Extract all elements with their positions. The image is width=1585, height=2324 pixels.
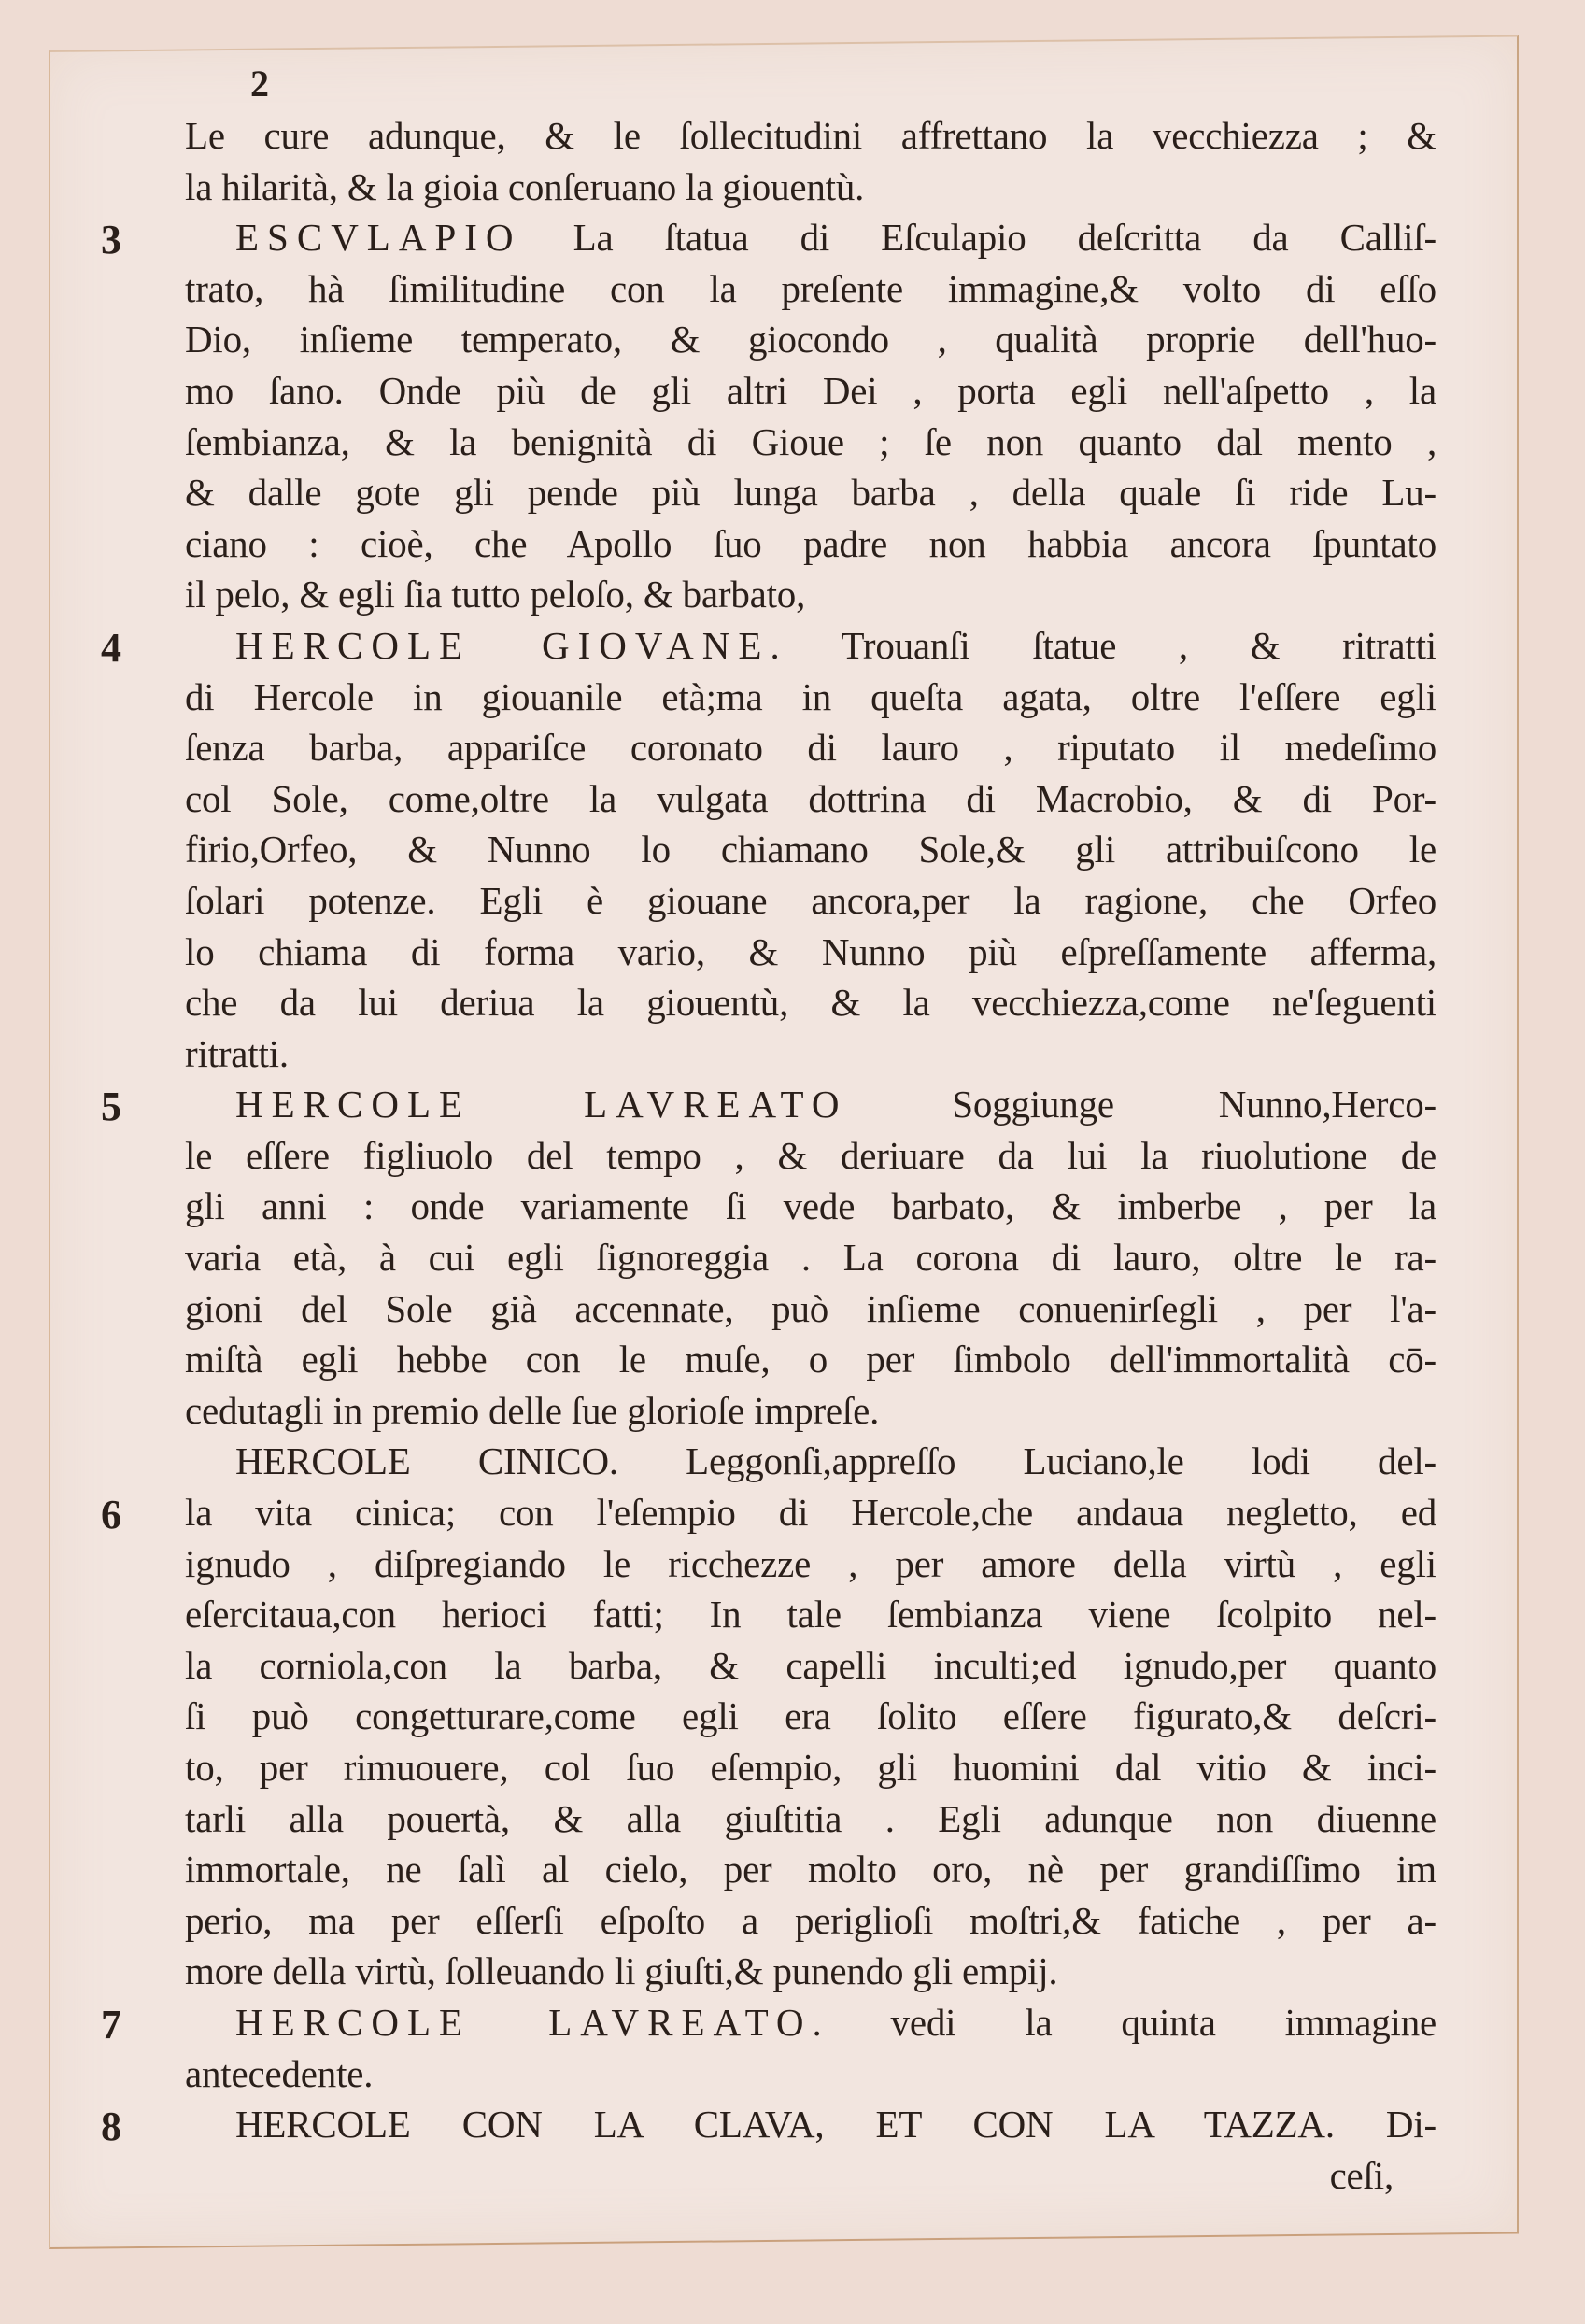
text-line: HERCOLE LAVREATO. vedi la quinta immagine — [235, 2000, 1437, 2044]
section-heading: HERCOLE GIOVANE — [235, 623, 771, 667]
text-line: HERCOLE LAVREATO Soggiunge Nunno,Herco- — [235, 1083, 1436, 1127]
text-line: ritratti. — [185, 1031, 289, 1075]
text-line: ESCVLAPIO La ſtatua di Eſculapio deſcritta da Calliſ- — [235, 216, 1436, 260]
text-line: tarli alla pouertà, & alla giuſtitia . Egli adunque non diuenne — [185, 1796, 1436, 1840]
text-line: HERCOLE CON LA CLAVA, ET CON LA TAZZA. Di- — [235, 2103, 1436, 2147]
text-line: gli anni : onde variamente ſi vede barbato, & imberbe , per la — [185, 1184, 1436, 1228]
text-line: la hilarità, & la gioia conſeruano la giouentù. — [185, 164, 865, 208]
text-line: perio, ma per eſſerſi eſpoſto a periglioſi moſtri,& fatiche , per a- — [185, 1898, 1436, 1942]
text-line: ignudo , diſpregiando le ricchezze , per amore della virtù , egli — [185, 1541, 1436, 1585]
text-line: le eſſere figliuolo del tempo , & deriuare da lui la riuolutione de — [185, 1133, 1436, 1177]
text-line: gioni del Sole già accennate, può inſieme conuenirſegli , per l'a- — [185, 1286, 1436, 1330]
text-line: mo ſano. Onde più de gli altri Dei , porta egli nell'aſpetto , la — [185, 368, 1436, 412]
text-line: varia età, à cui egli ſignoreggia . La corona di lauro, oltre le ra- — [185, 1236, 1436, 1280]
text-line: to, per rimuouere, col ſuo eſempio, gli huomini dal vitio & inci- — [185, 1746, 1436, 1789]
body-text — [185, 110, 1436, 2201]
margin-number: 8 — [101, 2104, 121, 2150]
text-line: di Hercole in giouanile età;ma in queſta agata, oltre l'eſſere egli — [185, 674, 1436, 718]
text-line: ceſi, — [1329, 2153, 1394, 2197]
text-line: antecedente. — [185, 2051, 374, 2095]
text-line: HERCOLE CINICO. Leggonſi,appreſſo Luciano,le lodi del- — [235, 1439, 1436, 1483]
text-line: firio,Orfeo, & Nunno lo chiamano Sole,& gli attribuiſcono le — [185, 828, 1436, 872]
margin-number: 5 — [101, 1084, 121, 1130]
section-heading: HERCOLE LAVREATO — [235, 2000, 813, 2044]
margin-number: 3 — [101, 217, 121, 263]
text-line: trato, hà ſimilitudine con la preſente immagine,& volto di eſſo — [185, 266, 1436, 310]
text-line: miſtà egli hebbe con le muſe, o per ſimbolo dell'immortalità cō- — [185, 1338, 1436, 1382]
text-line: la corniola,con la barba, & capelli inculti;ed ignudo,per quanto — [185, 1643, 1436, 1687]
text-line: il pelo, & egli ſia tutto peloſo, & barbato, — [185, 573, 806, 616]
text-line: ſenza barba, appariſce coronato di lauro , riputato il medeſimo — [185, 726, 1436, 770]
text-line: immortale, ne ſalì al cielo, per molto oro, nè per grandiſſimo im — [185, 1848, 1436, 1892]
text-line: lo chiama di forma vario, & Nunno più eſpreſſamente afferma, — [185, 929, 1436, 973]
text-line: ciano : cioè, che Apollo ſuo padre non habbia ancora ſpuntato — [185, 521, 1436, 565]
text-line: la vita cinica; con l'eſempio di Hercole,che andaua negletto, ed — [185, 1491, 1436, 1535]
text-line: ſolari potenze. Egli è giouane ancora,per la ragione, che Orfeo — [185, 878, 1436, 922]
text-line: HERCOLE GIOVANE. Trouanſi ſtatue , & ritratti — [235, 623, 1436, 667]
text-line: more della virtù, ſolleuando li giuſti,& punendo gli empij. — [185, 1949, 1058, 1993]
text-line: cedutagli in premio delle ſue glorioſe impreſe. — [185, 1388, 880, 1432]
text-line: ſembianza, & la benignità di Gioue ; ſe non quanto dal mento , — [185, 419, 1436, 463]
margin-number: 7 — [101, 2002, 121, 2048]
text-line: Le cure adunque, & le ſollecitudini affrettano la vecchiezza ; & — [185, 114, 1436, 157]
margin-number: 6 — [101, 1492, 121, 1538]
text-line: ſi può congetturare,come egli era ſolito eſſere figurato,& deſcri- — [185, 1694, 1436, 1738]
text-line: Dio, inſieme temperato, & giocondo , qualità proprie dell'huo- — [185, 318, 1436, 361]
text-line: eſercitaua,con herioci fatti; In tale ſembianza viene ſcolpito nel- — [185, 1593, 1436, 1637]
section-heading: HERCOLE LAVREATO — [235, 1083, 848, 1127]
text-line: che da lui deriua la giouentù, & la vecchiezza,come ne'ſeguenti — [185, 981, 1436, 1025]
page-number: 2 — [250, 63, 269, 105]
text-line: & dalle gote gli pende più lunga barba , della quale ſi ride Lu- — [185, 471, 1436, 515]
section-heading: ESCVLAPIO — [235, 216, 522, 260]
text-line: col Sole, come,oltre la vulgata dottrina di Macrobio, & di Por- — [185, 776, 1436, 820]
margin-number: 4 — [101, 625, 121, 671]
